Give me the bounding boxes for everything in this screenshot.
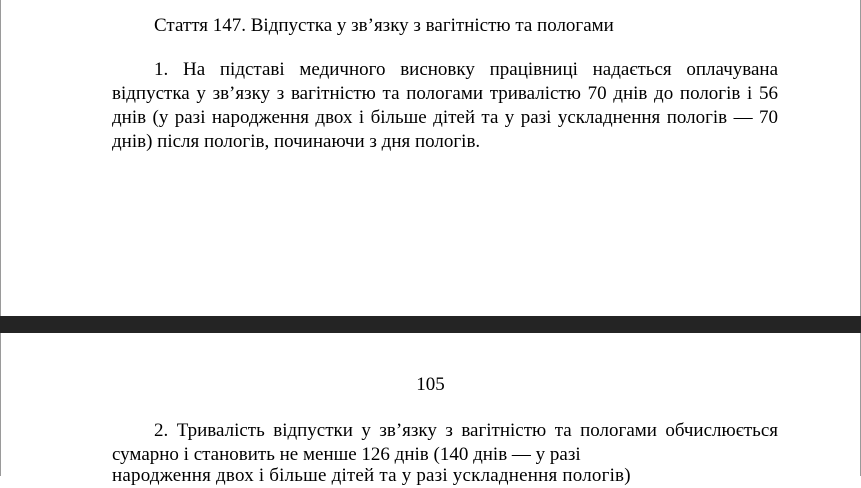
- page-separator: [0, 316, 861, 333]
- paragraph-2-partial-text: народження двох і більше дітей та у разі ускладнення пологів): [112, 465, 631, 486]
- paragraph-1: 1. На підставі медичного висновку працівниці надається оплачувана відпустка у зв’язку з вагітністю та пологами тривалістю 70 днів до пологів і 56 днів (у разі народження двох і більше дітей та у разі ускладнення пологів — 70 днів) після пологів, починаючи з дня пологів.: [112, 59, 778, 152]
- paragraph-2: 2. Тривалість відпустки у зв’язку з вагітністю та пологами обчислюється сумарно і становить не менше 126 днів (140 днів — у разі: [112, 420, 778, 465]
- paragraph-2-cut-line: [112, 465, 778, 486]
- page-number: 105: [416, 374, 445, 395]
- article-heading: Стаття 147. Відпустка у зв’язку з вагітністю та пологами: [154, 15, 614, 36]
- document-page: [0, 333, 861, 486]
